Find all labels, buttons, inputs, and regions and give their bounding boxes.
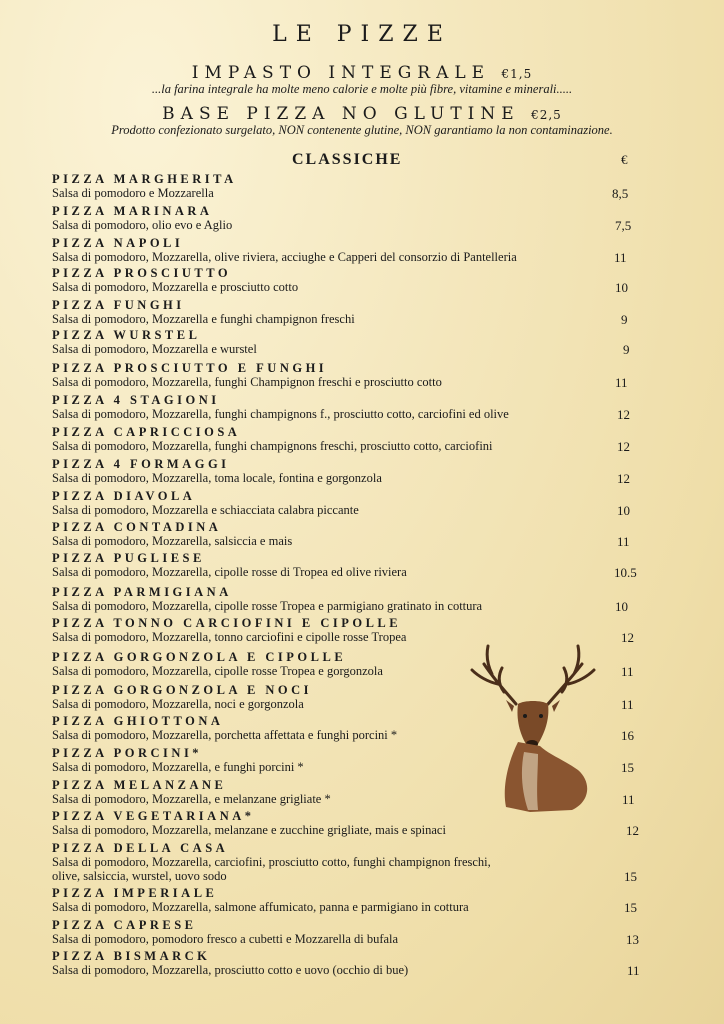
item-price: 10.5 bbox=[614, 565, 637, 580]
base-note: Prodotto confezionato surgelato, NON contenente glutine, NON garantiamo la non contaminazione. bbox=[111, 123, 613, 137]
item-price: 9 bbox=[623, 342, 630, 357]
item-description: Salsa di pomodoro, Mozzarella, olive riviera, acciughe e Capperi del consorzio di Pantelleria bbox=[52, 250, 517, 264]
item-description: Salsa di pomodoro, Mozzarella, funghi champignons f., prosciutto cotto, carciofini ed olive bbox=[52, 407, 509, 421]
menu-item bbox=[52, 328, 672, 356]
item-description: Salsa di pomodoro, Mozzarella, e funghi porcini * bbox=[52, 760, 304, 774]
item-description: Salsa di pomodoro, pomodoro fresco a cubetti e Mozzarella di bufala bbox=[52, 932, 399, 946]
item-description: Salsa di pomodoro, olio evo e Aglio bbox=[52, 218, 233, 232]
item-description: Salsa di pomodoro, Mozzarella, noci e gorgonzola bbox=[52, 697, 304, 711]
item-name: PIZZA DIAVOLA bbox=[52, 489, 196, 503]
currency-symbol: € bbox=[621, 152, 628, 167]
menu-item bbox=[52, 204, 672, 232]
item-price: 15 bbox=[624, 900, 637, 915]
item-name: PIZZA NAPOLI bbox=[52, 236, 184, 250]
impasto-header bbox=[0, 63, 724, 83]
menu-title: LE PIZZE bbox=[272, 22, 452, 47]
menu-item bbox=[52, 236, 672, 264]
item-description-continued: olive, salsiccia, wurstel, uovo sodo bbox=[52, 869, 227, 883]
item-name: PIZZA CONTADINA bbox=[52, 520, 222, 534]
item-description: Salsa di pomodoro, Mozzarella, prosciutto cotto e uovo (occhio di bue) bbox=[52, 963, 409, 977]
base-label: BASE PIZZA NO GLUTINE bbox=[162, 104, 520, 124]
item-name: PIZZA 4 STAGIONI bbox=[52, 393, 220, 407]
item-name: PIZZA GORGONZOLA E CIPOLLE bbox=[52, 650, 347, 664]
menu-item bbox=[52, 425, 672, 453]
item-description: Salsa di pomodoro, Mozzarella, cipolle rosse Tropea e gorgonzola bbox=[52, 664, 383, 678]
item-description: Salsa di pomodoro, Mozzarella, tonno carciofini e cipolle rosse Tropea bbox=[52, 630, 407, 644]
item-price: 16 bbox=[621, 728, 634, 743]
impasto-label: IMPASTO INTEGRALE bbox=[191, 63, 491, 83]
item-name: PIZZA PROSCIUTTO E FUNGHI bbox=[52, 361, 328, 375]
item-description: Salsa di pomodoro e Mozzarella bbox=[52, 186, 214, 200]
item-price: 12 bbox=[617, 439, 630, 454]
item-description: Salsa di pomodoro, Mozzarella, funghi champignons freschi, prosciutto cotto, carciofini bbox=[52, 439, 493, 453]
item-name: PIZZA PORCINI* bbox=[52, 746, 203, 760]
item-name: PIZZA IMPERIALE bbox=[52, 886, 218, 900]
item-price: 15 bbox=[621, 760, 634, 775]
item-price: 11 bbox=[621, 664, 634, 679]
item-description: Salsa di pomodoro, Mozzarella, melanzane e zucchine grigliate, mais e spinaci bbox=[52, 823, 446, 837]
menu-item bbox=[52, 585, 672, 613]
item-description: Salsa di pomodoro, Mozzarella, cipolle rosse Tropea e parmigiano gratinato in cottura bbox=[52, 599, 483, 613]
impasto-note: ...la farina integrale ha molte meno calorie e molte più fibre, vitamine e minerali..... bbox=[151, 82, 573, 96]
menu-item bbox=[52, 520, 672, 548]
base-price: €2,5 bbox=[531, 108, 562, 122]
item-description: Salsa di pomodoro, Mozzarella e prosciutto cotto bbox=[52, 280, 299, 294]
item-price: 7,5 bbox=[615, 218, 632, 233]
item-description: Salsa di pomodoro, Mozzarella e schiacciata calabra piccante bbox=[52, 503, 359, 517]
item-price: 12 bbox=[621, 630, 634, 645]
item-name: PIZZA DELLA CASA bbox=[52, 841, 229, 855]
item-description: Salsa di pomodoro, Mozzarella, toma locale, fontina e gorgonzola bbox=[52, 471, 382, 485]
item-description: Salsa di pomodoro, Mozzarella e funghi champignon freschi bbox=[52, 312, 355, 326]
item-price: 13 bbox=[626, 932, 639, 947]
item-name: PIZZA TONNO CARCIOFINI E CIPOLLE bbox=[52, 616, 402, 630]
menu-item bbox=[52, 393, 672, 421]
item-name: PIZZA CAPRESE bbox=[52, 918, 197, 932]
item-price: 11 bbox=[614, 250, 627, 265]
item-name: PIZZA VEGETARIANA* bbox=[52, 809, 255, 823]
item-name: PIZZA MELANZANE bbox=[52, 778, 227, 792]
item-description: Salsa di pomodoro, Mozzarella e wurstel bbox=[52, 342, 257, 356]
item-description: Salsa di pomodoro, Mozzarella, carciofini, prosciutto cotto, funghi champignon freschi, bbox=[52, 855, 491, 869]
item-price: 9 bbox=[621, 312, 628, 327]
item-price: 15 bbox=[624, 869, 637, 884]
item-name: PIZZA 4 FORMAGGI bbox=[52, 457, 230, 471]
item-description: Salsa di pomodoro, Mozzarella, salmone affumicato, panna e parmigiano in cottura bbox=[52, 900, 469, 914]
item-price: 11 bbox=[615, 375, 628, 390]
base-header bbox=[0, 104, 724, 124]
item-name: PIZZA GORGONZOLA E NOCI bbox=[52, 683, 313, 697]
menu-item bbox=[52, 457, 672, 485]
item-name: PIZZA PARMIGIANA bbox=[52, 585, 232, 599]
item-name: PIZZA BISMARCK bbox=[52, 949, 211, 963]
item-name: PIZZA GHIOTTONA bbox=[52, 714, 224, 728]
item-name: PIZZA CAPRICCIOSA bbox=[52, 425, 241, 439]
menu-item bbox=[52, 266, 672, 294]
item-price: 10 bbox=[617, 503, 630, 518]
deer-icon bbox=[468, 642, 598, 814]
item-price: 8,5 bbox=[612, 186, 629, 201]
item-description: Salsa di pomodoro, Mozzarella, salsiccia e mais bbox=[52, 534, 293, 548]
item-name: PIZZA MARGHERITA bbox=[52, 172, 237, 186]
impasto-price: €1,5 bbox=[501, 67, 533, 81]
item-price: 11 bbox=[621, 697, 634, 712]
item-price: 12 bbox=[617, 471, 630, 486]
menu-item bbox=[52, 361, 672, 389]
item-name: PIZZA PUGLIESE bbox=[52, 551, 205, 565]
item-price: 12 bbox=[617, 407, 630, 422]
menu-item bbox=[52, 298, 672, 326]
item-name: PIZZA PROSCIUTTO bbox=[52, 266, 232, 280]
item-price: 10 bbox=[615, 599, 628, 614]
item-price: 11 bbox=[627, 963, 640, 978]
section-title: CLASSICHE bbox=[292, 151, 403, 168]
item-price: 11 bbox=[622, 792, 635, 807]
item-price: 11 bbox=[617, 534, 630, 549]
item-description: Salsa di pomodoro, Mozzarella, funghi Champignon freschi e prosciutto cotto bbox=[52, 375, 442, 389]
item-description: Salsa di pomodoro, Mozzarella, e melanzane grigliate * bbox=[52, 792, 331, 806]
item-name: PIZZA WURSTEL bbox=[52, 328, 201, 342]
menu-item bbox=[52, 489, 672, 517]
item-name: PIZZA FUNGHI bbox=[52, 298, 185, 312]
menu-item bbox=[52, 918, 672, 946]
menu-item bbox=[52, 949, 672, 977]
item-price: 12 bbox=[626, 823, 639, 838]
item-name: PIZZA MARINARA bbox=[52, 204, 213, 218]
item-price: 10 bbox=[615, 280, 628, 295]
menu-item bbox=[52, 172, 672, 200]
menu-item bbox=[52, 841, 672, 883]
menu-item bbox=[52, 551, 672, 579]
menu-item bbox=[52, 886, 672, 914]
menu-item bbox=[52, 616, 672, 644]
item-description: Salsa di pomodoro, Mozzarella, cipolle rosse di Tropea ed olive riviera bbox=[52, 565, 407, 579]
item-description: Salsa di pomodoro, Mozzarella, porchetta affettata e funghi porcini * bbox=[52, 728, 398, 742]
